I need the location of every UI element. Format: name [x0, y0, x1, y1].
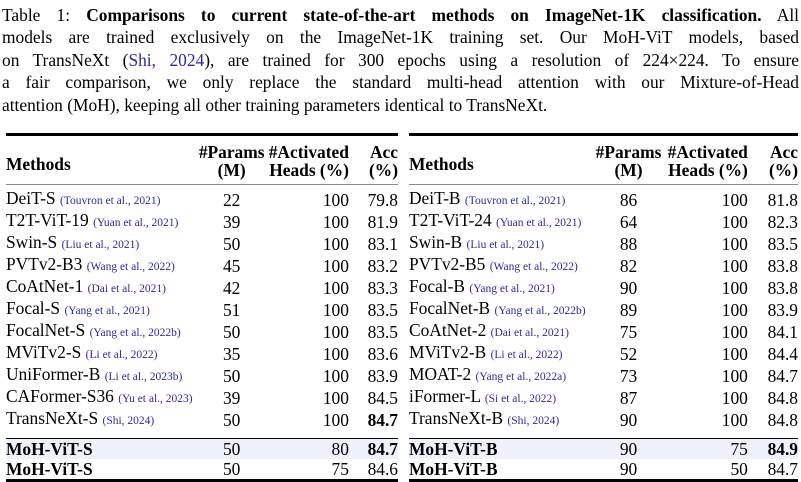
acc-cell: 83.1	[367, 233, 398, 254]
params-cell: 52	[619, 343, 638, 364]
params-cell: 86	[619, 189, 638, 210]
method-name: FocalNet-B	[409, 298, 491, 318]
method-cell	[6, 277, 195, 299]
acc-cell: 84.7	[767, 365, 798, 386]
heads-cell: 100	[721, 365, 748, 386]
method-name: MOAT-2	[409, 364, 472, 384]
header-acc-unit: (%)	[349, 161, 398, 185]
citation-link[interactable]: (Si et al., 2022)	[484, 393, 557, 405]
table-row	[409, 211, 798, 233]
heads-cell: 100	[322, 233, 349, 254]
acc-cell: 84.7	[349, 439, 398, 460]
header-heads-unit: Heads (%)	[668, 161, 748, 185]
method-cell	[409, 211, 589, 233]
method-cell	[409, 321, 589, 343]
citation-link[interactable]: (Touvron et al., 2021)	[464, 195, 566, 207]
method-cell	[6, 211, 195, 233]
method-name: MoH-ViT-B	[409, 459, 589, 481]
results-table-base	[409, 133, 798, 482]
citation-link[interactable]: (Shi, 2024)	[102, 415, 155, 427]
caption-text: ), are trained for 300 epochs using a resolution of 224×224. To ensure	[204, 49, 799, 70]
params-cell: 73	[619, 365, 638, 386]
citation-link[interactable]: (Yang et al., 2021)	[469, 283, 555, 295]
method-name: Focal-S	[6, 298, 61, 318]
method-name: MoH-ViT-S	[6, 459, 195, 481]
table-row	[6, 211, 398, 233]
caption-line	[2, 4, 799, 26]
params-cell: 22	[222, 189, 241, 210]
method-cell	[6, 343, 195, 365]
acc-cell: 83.9	[767, 299, 798, 320]
table-row	[409, 409, 798, 431]
table-row	[409, 255, 798, 277]
table-row	[6, 255, 398, 277]
heads-cell: 100	[322, 211, 349, 232]
heads-cell: 80	[269, 439, 349, 460]
table-row-ours	[409, 439, 798, 460]
params-cell: 90	[589, 439, 667, 460]
method-name: MViTv2-S	[6, 342, 82, 362]
acc-cell: 84.7	[367, 409, 398, 430]
params-cell: 45	[222, 255, 241, 276]
method-name: MViTv2-B	[409, 342, 487, 362]
table-row	[6, 185, 398, 212]
results-table-small	[6, 133, 398, 482]
table-row	[6, 233, 398, 255]
table-row	[6, 321, 398, 343]
method-cell	[409, 255, 589, 277]
method-cell	[409, 299, 589, 321]
heads-cell: 100	[721, 321, 748, 342]
method-cell	[409, 365, 589, 387]
method-cell	[409, 233, 589, 255]
rule	[409, 431, 798, 439]
citation-link[interactable]: (Liu et al., 2021)	[61, 239, 140, 251]
citation-link[interactable]: (Yang et al., 2022b)	[89, 327, 181, 339]
params-cell: 87	[619, 387, 638, 408]
table-row	[409, 365, 798, 387]
citation-link[interactable]: (Yu et al., 2023)	[118, 393, 193, 405]
rule	[6, 431, 398, 439]
citation-link[interactable]: (Yang et al., 2022b)	[494, 305, 586, 317]
table-row	[6, 365, 398, 387]
method-name: UniFormer-B	[6, 364, 101, 384]
table-row-ours	[6, 459, 398, 481]
params-cell: 90	[619, 409, 638, 430]
table-row	[409, 299, 798, 321]
acc-cell: 83.6	[367, 343, 398, 364]
heads-cell: 100	[721, 233, 748, 254]
citation-link[interactable]: (Dai et al., 2021)	[490, 327, 569, 339]
acc-cell: 83.5	[367, 321, 398, 342]
rule-spacer	[409, 431, 798, 439]
heads-cell: 100	[721, 189, 748, 210]
heads-cell: 100	[322, 321, 349, 342]
params-cell: 64	[619, 211, 638, 232]
citation-link[interactable]: (Yuan et al., 2021)	[496, 217, 582, 229]
method-name: CAFormer-S36	[6, 386, 114, 406]
header-params-unit: (M)	[589, 161, 667, 185]
citation-link[interactable]: (Dai et al., 2021)	[87, 283, 166, 295]
citation-link[interactable]: (Liu et al., 2021)	[466, 239, 545, 251]
params-cell: 50	[222, 321, 241, 342]
method-name: FocalNet-S	[6, 320, 86, 340]
method-name: Focal-B	[409, 276, 466, 296]
params-cell: 82	[619, 255, 638, 276]
acc-cell: 83.5	[767, 233, 798, 254]
method-cell	[6, 233, 195, 255]
method-name: CoAtNet-1	[6, 276, 84, 296]
method-cell	[6, 409, 195, 431]
method-name: Swin-S	[6, 232, 58, 252]
params-cell: 50	[222, 409, 241, 430]
caption-line	[2, 49, 799, 71]
acc-cell: 79.8	[367, 189, 398, 210]
method-name: Swin-B	[409, 232, 463, 252]
table-row	[6, 299, 398, 321]
citation-link[interactable]: (Wang et al., 2022)	[489, 261, 578, 273]
heads-cell: 75	[668, 439, 748, 460]
method-cell	[409, 343, 589, 365]
method-name: PVTv2-B5	[409, 254, 486, 274]
heads-cell: 100	[322, 365, 349, 386]
heads-cell: 100	[721, 277, 748, 298]
params-cell: 75	[619, 321, 638, 342]
params-cell: 90	[619, 277, 638, 298]
citation-link[interactable]: (Wang et al., 2022)	[86, 261, 175, 273]
header-methods: Methods	[6, 135, 195, 185]
method-name: MoH-ViT-S	[6, 439, 195, 460]
params-cell: 42	[222, 277, 241, 298]
method-cell	[6, 185, 195, 212]
caption-text: All	[761, 5, 799, 25]
heads-cell: 100	[322, 409, 349, 430]
params-cell: 51	[222, 299, 241, 320]
citation-link[interactable]: (Yuan et al., 2021)	[93, 217, 179, 229]
header-heads: #Activated	[668, 135, 748, 162]
heads-cell: 100	[322, 189, 349, 210]
heads-cell: 100	[721, 343, 748, 364]
heads-cell: 100	[322, 387, 349, 408]
method-name: DeiT-B	[409, 188, 461, 208]
params-cell: 39	[222, 211, 241, 232]
method-cell	[6, 299, 195, 321]
table-caption	[2, 4, 799, 116]
caption-text: a fair comparison, we only replace the standard multi-head attention with our Mixture-of-Head	[2, 72, 799, 93]
table-row	[6, 387, 398, 409]
acc-cell: 84.8	[767, 409, 798, 430]
header-params-unit: (M)	[195, 161, 269, 185]
caption-line	[2, 71, 799, 93]
method-name: TransNeXt-B	[409, 408, 504, 428]
acc-cell: 81.9	[367, 211, 398, 232]
heads-cell: 50	[668, 459, 748, 481]
acc-cell: 83.9	[367, 365, 398, 386]
header-acc: Acc	[349, 135, 398, 162]
acc-cell: 82.3	[767, 211, 798, 232]
params-cell: 50	[195, 439, 269, 460]
acc-cell: 84.5	[367, 387, 398, 408]
rule-spacer	[6, 431, 398, 439]
params-cell: 50	[222, 365, 241, 386]
heads-cell: 100	[721, 255, 748, 276]
method-cell	[409, 277, 589, 299]
params-cell: 50	[195, 459, 269, 481]
params-cell: 89	[619, 299, 638, 320]
heads-cell: 100	[322, 299, 349, 320]
acc-cell: 83.2	[367, 255, 398, 276]
table-row	[409, 321, 798, 343]
method-cell	[6, 321, 195, 343]
method-name: iFormer-L	[409, 386, 481, 406]
table-row	[409, 233, 798, 255]
heads-cell: 100	[721, 387, 748, 408]
table-row	[6, 409, 398, 431]
method-name: CoAtNet-2	[409, 320, 487, 340]
caption-text: models are trained exclusively on the ImageNet-1K training set. Our MoH-ViT models, based	[2, 27, 799, 48]
method-cell	[6, 387, 195, 409]
method-name: T2T-ViT-24	[409, 210, 492, 230]
acc-cell: 84.1	[767, 321, 798, 342]
header-acc: Acc	[748, 135, 798, 162]
heads-cell: 75	[269, 459, 349, 481]
params-cell: 90	[589, 459, 667, 481]
header-params: #Params	[589, 135, 667, 162]
acc-cell: 83.8	[767, 255, 798, 276]
citation-link[interactable]: (Li et al., 2022)	[490, 349, 563, 361]
heads-cell: 100	[322, 343, 349, 364]
table-row	[409, 277, 798, 299]
method-cell	[6, 365, 195, 387]
heads-cell: 100	[721, 409, 748, 430]
citation-link[interactable]: (Yang et al., 2021)	[64, 305, 150, 317]
citation-link[interactable]: (Touvron et al., 2021)	[59, 195, 161, 207]
acc-cell: 84.8	[767, 387, 798, 408]
method-cell	[409, 185, 589, 212]
method-cell	[409, 387, 589, 409]
method-name: DeiT-S	[6, 188, 56, 208]
table-row	[409, 185, 798, 212]
table-row	[6, 277, 398, 299]
params-cell: 88	[619, 233, 638, 254]
header-params: #Params	[195, 135, 269, 162]
citation-link[interactable]: (Yang et al., 2022a)	[475, 371, 567, 383]
citation-link[interactable]: (Li et al., 2023b)	[104, 371, 183, 383]
heads-cell: 100	[721, 299, 748, 320]
params-cell: 50	[222, 233, 241, 254]
caption-line	[2, 26, 799, 48]
caption-text: attention (MoH), keeping all other training parameters identical to TransNeXt.	[2, 94, 548, 115]
method-cell	[409, 409, 589, 431]
citation-link[interactable]: (Li et al., 2022)	[85, 349, 158, 361]
method-cell	[6, 255, 195, 277]
caption-text: Table 1:	[2, 5, 87, 25]
table-row	[409, 343, 798, 365]
heads-cell: 100	[322, 277, 349, 298]
caption-text: on TransNeXt (	[2, 49, 129, 70]
params-cell: 35	[222, 343, 241, 364]
acc-cell: 84.7	[748, 459, 798, 481]
table-row-ours	[6, 439, 398, 460]
caption-line	[2, 94, 799, 116]
caption-title: Comparisons to current state-of-the-art methods on ImageNet-1K classification.	[86, 5, 762, 25]
acc-cell: 83.8	[767, 277, 798, 298]
citation-link[interactable]: Shi, 2024	[128, 49, 205, 70]
heads-cell: 100	[322, 255, 349, 276]
header-methods: Methods	[409, 135, 589, 185]
acc-cell: 81.8	[767, 189, 798, 210]
acc-cell: 83.5	[367, 299, 398, 320]
citation-link[interactable]: (Shi, 2024)	[507, 415, 560, 427]
method-name: T2T-ViT-19	[6, 210, 89, 230]
acc-cell: 84.4	[767, 343, 798, 364]
acc-cell: 84.6	[349, 459, 398, 481]
params-cell: 39	[222, 387, 241, 408]
header-acc-unit: (%)	[748, 161, 798, 185]
method-name: TransNeXt-S	[6, 408, 99, 428]
table-row	[409, 387, 798, 409]
acc-cell: 83.3	[367, 277, 398, 298]
table-row	[6, 343, 398, 365]
method-name: PVTv2-B3	[6, 254, 83, 274]
table-row-ours	[409, 459, 798, 481]
header-heads: #Activated	[269, 135, 349, 162]
heads-cell: 100	[721, 211, 748, 232]
header-heads-unit: Heads (%)	[269, 161, 349, 185]
acc-cell: 84.9	[748, 439, 798, 460]
method-name: MoH-ViT-B	[409, 439, 589, 460]
